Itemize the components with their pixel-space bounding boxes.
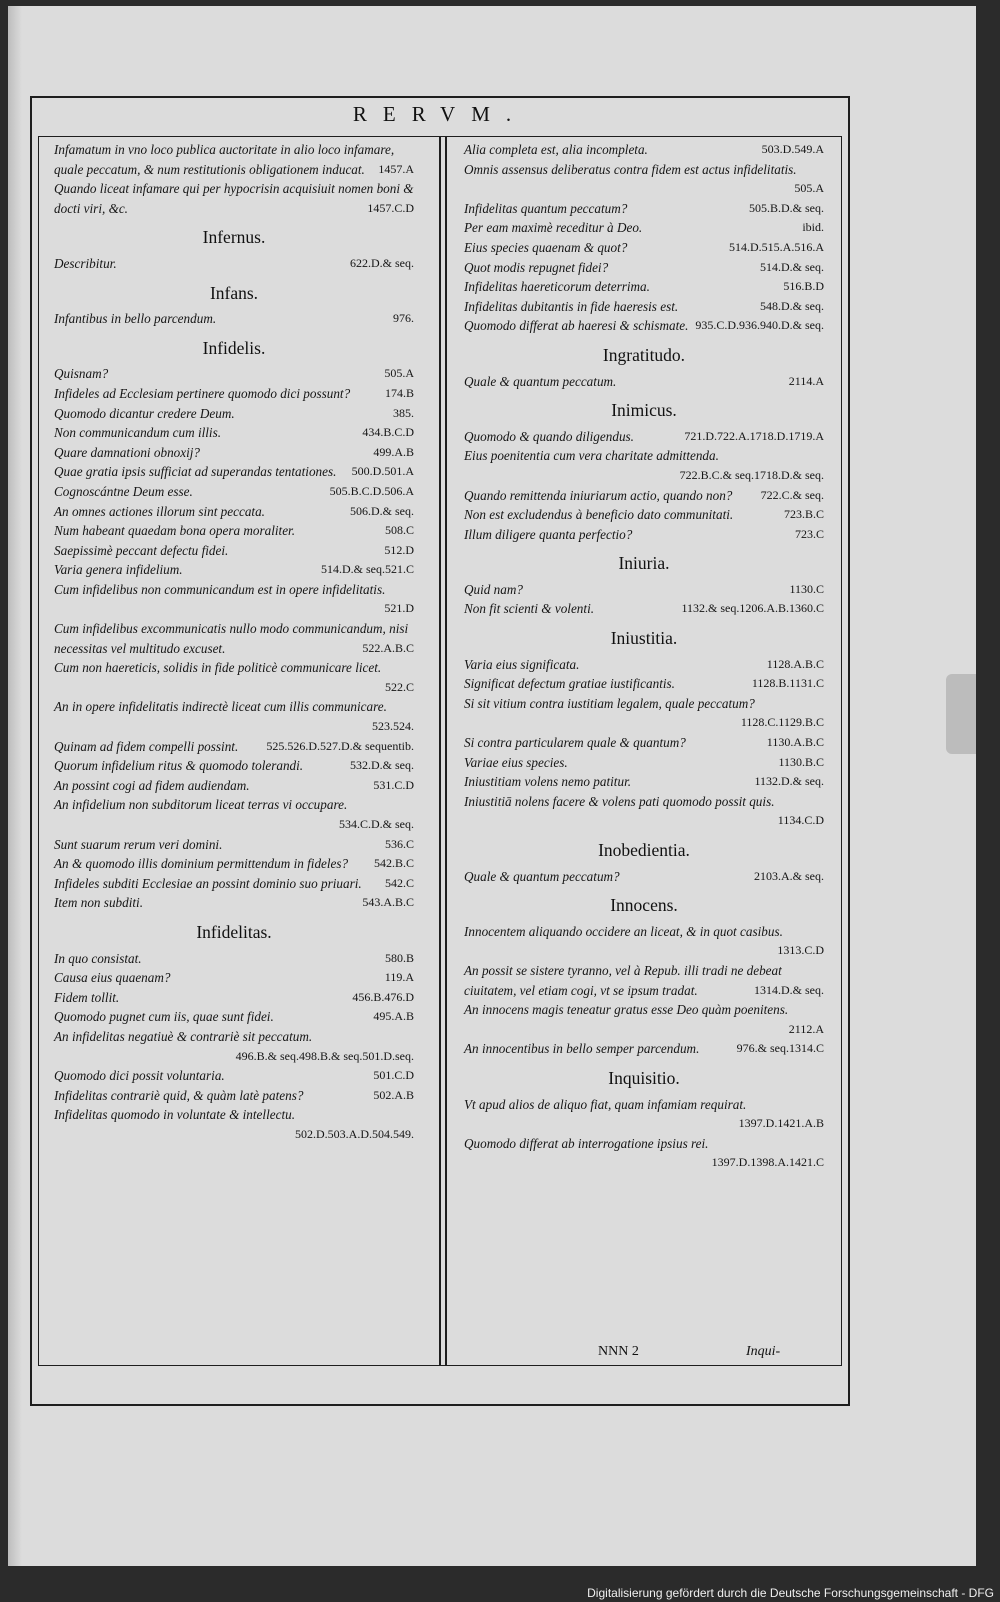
- page-reference: 514.D.& seq.: [760, 259, 824, 274]
- entry-text: Num habeant quaedam bona opera moraliter.: [54, 523, 296, 539]
- index-entry: [54, 560, 414, 580]
- entry-text: Fidem tollit.: [54, 989, 120, 1005]
- index-heading: Infernus.: [202, 227, 266, 248]
- page-reference: 119.A: [384, 970, 414, 985]
- index-entry: [464, 753, 824, 773]
- entry-text: Eius poenitentia cum vera charitate admittenda.: [464, 448, 719, 464]
- index-heading: Innocens.: [610, 895, 678, 916]
- entry-text: Quinam ad fidem compelli possint.: [54, 738, 239, 754]
- index-heading: Inquisitio.: [608, 1067, 680, 1088]
- entry-text: Cum infidelibus excommunicatis nullo modo communicandum, nisi necessitas vel multitudo excuset.: [54, 621, 409, 656]
- entry-text: Iniustitiā nolens facere & volens pati quomodo possit quis.: [464, 793, 775, 809]
- index-entry: [54, 1027, 414, 1066]
- page-reference: 514.D.& seq.521.C: [321, 562, 414, 577]
- index-entry: [464, 160, 824, 199]
- page-reference: 514.D.515.A.516.A: [729, 239, 824, 254]
- index-heading: Infidelis.: [202, 337, 266, 358]
- entry-text: An infidelitas negatiuè & contrariè sit peccatum.: [54, 1028, 313, 1044]
- page-reference: 531.C.D: [373, 777, 414, 792]
- entry-text: Innocentem aliquando occidere an liceat, & in quot casibus.: [464, 923, 783, 939]
- page-reference: 1397.D.1398.A.1421.C: [711, 1155, 824, 1170]
- entry-text: Infidelitas quomodo in voluntate & intellectu.: [54, 1107, 296, 1123]
- entry-text: Varia genera infidelium.: [54, 562, 183, 578]
- index-heading: Iniuria.: [618, 553, 670, 574]
- index-entry: [464, 140, 824, 160]
- entry-text: Eius species quaenam & quot?: [464, 239, 628, 255]
- index-entry: [54, 658, 414, 697]
- index-entry: [54, 541, 414, 561]
- index-entry: [54, 521, 414, 541]
- entry-text: Quomodo dici possit voluntaria.: [54, 1068, 225, 1084]
- index-heading: Ingratitudo.: [602, 344, 686, 365]
- entry-text: Quando liceat infamare qui per hypocrisin acquisiuit nomen boni & docti viri, &c.: [54, 181, 414, 216]
- index-entry: [464, 961, 824, 1000]
- index-entry: [54, 384, 414, 404]
- index-entry: [54, 835, 414, 855]
- index-entry: [464, 922, 824, 961]
- page-reference: 512.D: [384, 542, 414, 557]
- page-reference: 522.A.B.C: [362, 640, 414, 655]
- index-entry: [54, 580, 414, 619]
- index-entry: [54, 1105, 414, 1144]
- index-entry: [54, 1007, 414, 1027]
- page-reference: 722.C.& seq.: [760, 487, 824, 502]
- index-entry: [464, 580, 824, 600]
- index-entry: [464, 505, 824, 525]
- page-reference: 935.C.D.936.940.D.& seq.: [695, 318, 824, 333]
- index-entry: [54, 1086, 414, 1106]
- index-entry: [464, 277, 824, 297]
- page-gutter-shadow: [8, 6, 22, 1566]
- catchword: Inqui-: [746, 1344, 781, 1359]
- page-reference: 580.B: [384, 950, 414, 965]
- index-entry: [464, 772, 824, 792]
- entry-text: Quorum infidelium ritus & quomodo tolerandi.: [54, 758, 304, 774]
- page-reference: 976.& seq.1314.C: [736, 1041, 824, 1056]
- index-heading: Iniustitia.: [610, 628, 678, 649]
- entry-text: Quando remittenda iniuriarum actio, quando non?: [464, 487, 733, 503]
- page-reference: 1128.B.1131.C: [751, 676, 824, 691]
- page-reference: 548.D.& seq.: [760, 298, 824, 313]
- index-entry: [464, 258, 824, 278]
- page-reference: 500.D.501.A: [351, 464, 414, 479]
- entry-text: Si sit vitium contra iustitiam legalem, quale peccatum?: [464, 695, 755, 711]
- index-entry: [54, 179, 414, 218]
- index-entry: [464, 674, 824, 694]
- entry-text: Quae gratia ipsis sufficiat ad superandas tentationes.: [54, 464, 337, 480]
- entry-text: Varia eius significata.: [464, 656, 580, 672]
- page-reference: 434.B.C.D: [362, 425, 414, 440]
- entry-text: Quare damnationi obnoxij?: [54, 444, 201, 460]
- entry-text: Saepissimè peccant defectu fidei.: [54, 542, 229, 558]
- text-frame: [30, 96, 850, 1406]
- index-entry: [54, 309, 414, 329]
- left-column: [54, 140, 414, 1145]
- entry-text: An possint cogi ad fidem audiendam.: [54, 777, 250, 793]
- entry-text: Vt apud alios de aliquo fiat, quam infamiam requirat.: [464, 1096, 747, 1112]
- entry-text: In quo consistat.: [54, 950, 142, 966]
- entry-text: Alia completa est, alia incompleta.: [464, 142, 648, 157]
- page-reference: 1130.A.B.C: [766, 735, 824, 750]
- page-reference: 505.A: [384, 366, 414, 381]
- index-entry: [464, 867, 824, 887]
- page-reference: 506.D.& seq.: [350, 503, 414, 518]
- entry-text: Describitur.: [54, 255, 117, 271]
- page-reference: 1130.C: [789, 581, 824, 596]
- page-reference: 1130.B.C: [778, 754, 824, 769]
- index-heading: Inobedientia.: [598, 840, 690, 860]
- page-reference: 505.B.D.& seq.: [749, 200, 824, 215]
- index-entry: [54, 874, 414, 894]
- column-rule: [445, 137, 447, 1365]
- page-reference: 723.C: [794, 526, 824, 541]
- entry-text: Infantibus in bello parcendum.: [54, 311, 217, 327]
- entry-text: Significat defectum gratiae iustificantis.: [464, 676, 675, 692]
- index-entry: [54, 254, 414, 274]
- index-entry: [54, 776, 414, 796]
- index-entry: [54, 462, 414, 482]
- index-entry: [54, 482, 414, 502]
- page-reference: 508.C: [384, 523, 414, 538]
- index-heading: Infidelitas.: [196, 921, 272, 942]
- entry-text: Infidelitas contrariè quid, & quàm latè patens?: [54, 1087, 304, 1103]
- page-reference: 1457.A: [378, 161, 414, 176]
- entry-text: Per eam maximè receditur à Deo.: [464, 220, 643, 236]
- page-reference: 501.C.D: [373, 1068, 414, 1083]
- entry-text: Non communicandum cum illis.: [54, 425, 222, 441]
- index-entry: [54, 1066, 414, 1086]
- page-reference: 505.A: [794, 181, 824, 196]
- entry-text: Quomodo & quando diligendus.: [464, 428, 634, 444]
- right-column: [464, 140, 824, 1173]
- page-reference: 622.D.& seq.: [350, 255, 414, 270]
- entry-text: An & quomodo illis dominium permittendum in fideles?: [54, 856, 349, 872]
- page-reference: 976.: [393, 311, 414, 326]
- entry-text: Non est excludendus à beneficio dato communitati.: [464, 507, 734, 523]
- entry-text: Quomodo pugnet cum iis, quae sunt fidei.: [54, 1009, 274, 1025]
- entry-text: Variae eius species.: [464, 754, 568, 770]
- index-entry: [464, 694, 824, 733]
- entry-text: Iniustitiam volens nemo patitur.: [464, 774, 632, 790]
- entry-text: Infidelitas haereticorum deterrima.: [464, 279, 650, 295]
- page-reference: 502.A.B: [373, 1087, 414, 1102]
- page-reference: 385.: [393, 405, 414, 420]
- entry-text: Cognoscántne Deum esse.: [54, 483, 193, 499]
- page-reference: 1128.A.B.C: [766, 656, 824, 671]
- entry-text: Non fit scienti & volenti.: [464, 601, 595, 617]
- index-heading: Infans.: [209, 282, 259, 303]
- entry-text: Quomodo differat ab haeresi & schismate.: [464, 318, 689, 334]
- entry-text: An infidelium non subditorum liceat terras vi occupare.: [54, 797, 348, 813]
- page-reference: 499.A.B: [373, 444, 414, 459]
- entry-text: Quomodo dicantur credere Deum.: [54, 405, 235, 421]
- index-entry: [464, 1095, 824, 1134]
- page-reference: 534.C.D.& seq.: [339, 817, 414, 831]
- page-reference: 1132.& seq.1206.A.B.1360.C: [681, 601, 824, 616]
- entry-text: Cum non haereticis, solidis in fide politicè communicare licet.: [54, 660, 382, 676]
- page-reference: 721.D.722.A.1718.D.1719.A: [684, 428, 824, 443]
- entry-text: Quale & quantum peccatum.: [464, 373, 617, 389]
- index-entry: [464, 599, 824, 619]
- entry-text: Omnis assensus deliberatus contra fidem est actus infidelitatis.: [464, 161, 797, 177]
- entry-text: Causa eius quaenam?: [54, 970, 171, 986]
- index-entry: [54, 443, 414, 463]
- index-entry: [54, 988, 414, 1008]
- entry-text: Quomodo differat ab interrogatione ipsius rei.: [464, 1135, 709, 1151]
- entry-text: An omnes actiones illorum sint peccata.: [54, 503, 265, 519]
- index-entry: [54, 756, 414, 776]
- entry-text: An possit se sistere tyranno, vel à Repub. illi tradi ne debeat ciuitatem, vel etiam cogi, vt se ipsum tradat.: [464, 962, 782, 998]
- index-entry: [54, 619, 414, 658]
- entry-text: Infidelitas quantum peccatum?: [464, 200, 628, 216]
- entry-text: Infamatum in vno loco publica auctoritate in alio loco infamare, quale peccatum, & num restitutionis obligationem inducat.: [54, 142, 395, 177]
- index-entry: [54, 502, 414, 522]
- page-reference: 523.524.: [372, 719, 414, 734]
- page-reference: 521.D: [384, 601, 414, 616]
- page-reference: 723.B.C: [783, 507, 824, 522]
- index-entry: [464, 1039, 824, 1059]
- page-reference: 522.C: [384, 679, 414, 694]
- page-reference: 2114.A: [788, 373, 824, 388]
- page-reference: 495.A.B: [373, 1009, 414, 1024]
- index-entry: [464, 525, 824, 545]
- entry-text: Illum diligere quanta perfectio?: [464, 526, 633, 542]
- page-reference: 2112.A: [788, 1021, 824, 1036]
- index-entry: [464, 199, 824, 219]
- page-reference: 1313.C.D: [777, 943, 824, 958]
- index-entry: [464, 1000, 824, 1039]
- index-entry: [464, 218, 824, 238]
- entry-text: Infidelitas dubitantis in fide haeresis est.: [464, 298, 679, 314]
- page-reference: 174.B: [384, 385, 414, 400]
- index-entry: [464, 297, 824, 317]
- column-rule: [439, 137, 441, 1365]
- index-entry: [464, 238, 824, 258]
- page-reference: 542.C: [384, 875, 414, 890]
- running-header: RERVM.: [352, 102, 528, 126]
- index-heading: Inimicus.: [611, 400, 677, 421]
- page-reference: 505.B.C.D.506.A: [329, 483, 414, 498]
- page-reference: 456.B.476.D: [352, 989, 414, 1004]
- index-entry: [54, 795, 414, 834]
- page-edge-tab: [946, 674, 976, 754]
- index-entry: [54, 854, 414, 874]
- page-reference: 516.B.D: [783, 279, 824, 294]
- page-reference: 503.D.549.A: [761, 142, 824, 156]
- index-entry: [464, 372, 824, 392]
- page-reference: 722.B.C.& seq.1718.D.& seq.: [679, 467, 824, 482]
- page-reference: 1128.C.1129.B.C: [740, 715, 824, 730]
- index-entry: [54, 404, 414, 424]
- entry-text: Sunt suarum rerum veri domini.: [54, 836, 223, 852]
- entry-text: Quot modis repugnet fidei?: [464, 259, 609, 275]
- index-entry: [464, 792, 824, 831]
- entry-text: Si contra particularem quale & quantum?: [464, 735, 686, 751]
- index-entry: [54, 949, 414, 969]
- page-reference: 536.C: [384, 836, 414, 851]
- page-reference: 543.A.B.C: [362, 895, 414, 910]
- index-entry: [54, 893, 414, 913]
- entry-text: An innocentibus in bello semper parcendum.: [464, 1041, 700, 1057]
- page-reference: 1457.C.D: [367, 200, 414, 215]
- index-entry: [464, 486, 824, 506]
- index-entry: [464, 316, 824, 336]
- page-reference: 502.D.503.A.D.504.549.: [295, 1126, 414, 1141]
- index-entry: [464, 733, 824, 753]
- index-entry: [54, 140, 414, 179]
- index-entry: [464, 427, 824, 447]
- index-entry: [54, 737, 414, 757]
- index-entry: [464, 446, 824, 485]
- index-entry: [54, 697, 414, 736]
- index-entry: [464, 1134, 824, 1173]
- entry-text: Quale & quantum peccatum?: [464, 868, 620, 884]
- page-reference: 1397.D.1421.A.B: [738, 1116, 824, 1131]
- page-reference: ibid.: [802, 220, 824, 235]
- page-reference: 2103.A.& seq.: [754, 868, 824, 883]
- page-reference: 525.526.D.527.D.& sequentib.: [266, 738, 414, 753]
- page-reference: 496.B.& seq.498.B.& seq.501.D.seq.: [235, 1048, 414, 1063]
- index-entry: [54, 968, 414, 988]
- entry-text: An innocens magis teneatur gratus esse Deo quàm poenitens.: [464, 1002, 789, 1018]
- page-reference: 542.B.C: [373, 856, 414, 871]
- index-entry: [54, 423, 414, 443]
- page-reference: 532.D.& seq.: [350, 758, 414, 773]
- page-reference: 1134.C.D: [777, 813, 824, 828]
- index-entry: [54, 364, 414, 384]
- signature-mark: NNN 2: [598, 1344, 639, 1359]
- entry-text: Infideles ad Ecclesiam pertinere quomodo dici possunt?: [54, 385, 351, 401]
- index-entry: [464, 655, 824, 675]
- entry-text: Infideles subditi Ecclesiae an possint dominio suo priuari.: [54, 875, 362, 891]
- entry-text: Quid nam?: [464, 581, 523, 597]
- entry-text: Quisnam?: [54, 366, 109, 382]
- page-reference: 1314.D.& seq.: [754, 982, 824, 997]
- entry-text: Item non subditi.: [54, 895, 144, 911]
- book-page: [8, 6, 976, 1566]
- entry-text: Cum infidelibus non communicandum est in opere infidelitatis.: [54, 581, 386, 597]
- page-reference: 1132.D.& seq.: [754, 774, 824, 789]
- digitization-credit: Digitalisierung gefördert durch die Deutsche Forschungsgemeinschaft - DFG: [587, 1586, 994, 1600]
- entry-text: An in opere infidelitatis indirectè liceat cum illis communicare.: [54, 699, 387, 715]
